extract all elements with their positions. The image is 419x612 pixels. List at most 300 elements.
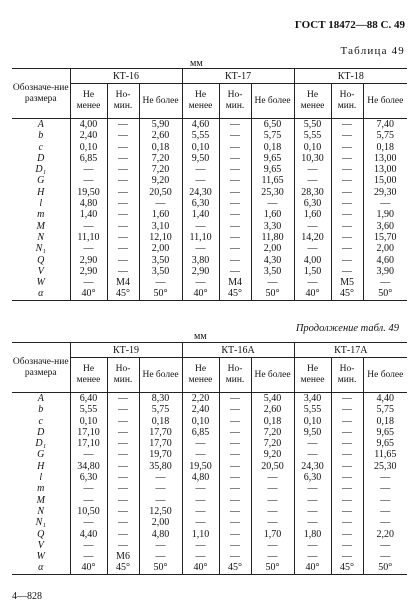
table-row bbox=[12, 404, 407, 415]
table-cell: — bbox=[331, 438, 363, 449]
table-cell: 9,20 bbox=[139, 175, 182, 186]
table-cell: 6,40 bbox=[70, 393, 107, 405]
table-cell: — bbox=[107, 529, 139, 540]
table1-unit: мм bbox=[190, 58, 203, 69]
table-cell: — bbox=[331, 517, 363, 528]
table-cell: — bbox=[331, 416, 363, 427]
table-cell: — bbox=[331, 187, 363, 198]
dimension-symbol: A bbox=[12, 119, 70, 131]
table-cell: — bbox=[139, 277, 182, 288]
param-header: Обозначе-ние размера bbox=[12, 343, 70, 393]
table-cell: — bbox=[70, 551, 107, 562]
table-cell: 1,70 bbox=[251, 529, 294, 540]
table-row bbox=[12, 529, 407, 540]
table-cell: 17,10 bbox=[70, 427, 107, 438]
table-cell: — bbox=[107, 266, 139, 277]
table-cell: 5,75 bbox=[376, 130, 395, 142]
table-cell: 5,75 bbox=[139, 404, 182, 415]
table-cell: — bbox=[219, 506, 251, 517]
table-cell: — bbox=[182, 483, 219, 494]
table-row bbox=[12, 175, 407, 186]
table-cell: — bbox=[182, 449, 219, 460]
table-row bbox=[12, 461, 407, 472]
table-cell: 19,50 bbox=[70, 187, 107, 198]
table-cell: — bbox=[182, 438, 219, 449]
table-cell: 12,10 bbox=[139, 232, 182, 243]
table-cell: — bbox=[107, 119, 139, 131]
table-cell: — bbox=[380, 277, 391, 289]
table-cell: — bbox=[294, 164, 331, 175]
table-row bbox=[12, 472, 407, 483]
table-cell: 7,20 bbox=[251, 438, 294, 449]
table-cell: — bbox=[182, 221, 219, 232]
subheader-min: Не менее bbox=[182, 84, 219, 119]
table-cell: 1,50 bbox=[294, 266, 331, 277]
table-cell: — bbox=[380, 505, 391, 517]
group-header: КТ-16 bbox=[70, 69, 182, 84]
table-cell: — bbox=[380, 494, 391, 506]
table-cell: 2,90 bbox=[182, 266, 219, 277]
subheader-max: Не более bbox=[139, 84, 182, 119]
table-cell: 6,30 bbox=[294, 472, 331, 483]
table-row bbox=[12, 142, 407, 153]
table-cell: — bbox=[331, 495, 363, 506]
table-cell: — bbox=[70, 277, 107, 288]
dimension-symbol: N bbox=[12, 232, 70, 243]
table1-body bbox=[12, 119, 407, 301]
table-cell: 29,30 bbox=[374, 186, 397, 198]
table-cell: 4,80 bbox=[139, 529, 182, 540]
table-cell: 9,65 bbox=[251, 153, 294, 164]
table-cell: — bbox=[70, 175, 107, 186]
table-cell: — bbox=[107, 438, 139, 449]
table-cell: 0,10 bbox=[294, 416, 331, 427]
table-cell: — bbox=[380, 483, 391, 495]
table-cell: 45° bbox=[219, 562, 251, 574]
table-label: Таблица 49 bbox=[340, 45, 405, 57]
group-header: КТ-17 bbox=[182, 69, 294, 84]
table-cell: — bbox=[380, 539, 391, 551]
table-cell: — bbox=[107, 221, 139, 232]
table-cell: — bbox=[294, 517, 331, 528]
table-cell: 9,50 bbox=[294, 427, 331, 438]
dimension-symbol: c bbox=[12, 142, 70, 153]
table-cell: — bbox=[107, 461, 139, 472]
continuation-label: Продолжение табл. 49 bbox=[295, 323, 399, 334]
table-cell: 15,70 bbox=[374, 231, 397, 243]
group-header: КТ-18 bbox=[294, 69, 407, 84]
table-cell: — bbox=[294, 495, 331, 506]
table-cell: — bbox=[107, 255, 139, 266]
table-cell: — bbox=[331, 404, 363, 415]
table-cell: 3,50 bbox=[139, 266, 182, 277]
table-cell: 11,65 bbox=[251, 175, 294, 186]
table-row bbox=[12, 266, 407, 277]
table-cell: — bbox=[251, 517, 294, 528]
table-cell: 1,90 bbox=[376, 209, 395, 221]
table-cell: 4,40 bbox=[376, 393, 395, 404]
table-row bbox=[12, 540, 407, 551]
table-cell: 40° bbox=[182, 562, 219, 574]
table-cell: — bbox=[107, 472, 139, 483]
table-row bbox=[12, 153, 407, 164]
table-cell: — bbox=[219, 119, 251, 131]
table-cell: — bbox=[331, 461, 363, 472]
table-row bbox=[12, 255, 407, 266]
dimension-symbol: α bbox=[12, 562, 70, 574]
table-cell: — bbox=[219, 529, 251, 540]
dimension-symbol: G bbox=[12, 175, 70, 186]
table-cell: 1,60 bbox=[294, 209, 331, 220]
table-cell: 2,20 bbox=[376, 528, 395, 540]
table-cell: 12,50 bbox=[139, 506, 182, 517]
table-cell: 7,20 bbox=[139, 153, 182, 164]
table-cell: — bbox=[182, 277, 219, 288]
table-row bbox=[12, 198, 407, 209]
table-cell: 2,40 bbox=[70, 130, 107, 141]
table-cell: — bbox=[182, 551, 219, 562]
table-cell: 10,30 bbox=[294, 153, 331, 164]
table-cell: 2,00 bbox=[251, 243, 294, 254]
table-cell: — bbox=[139, 551, 182, 562]
table-cell: — bbox=[219, 449, 251, 460]
table-cell: — bbox=[219, 393, 251, 405]
subheader-max: Не более bbox=[363, 358, 407, 393]
table-cell: 40° bbox=[294, 288, 331, 300]
dimension-symbol: D bbox=[12, 153, 70, 164]
table-cell: — bbox=[331, 540, 363, 551]
table-cell: 1,80 bbox=[294, 529, 331, 540]
table-cell: — bbox=[331, 142, 363, 153]
table2-body bbox=[12, 393, 407, 575]
table-cell: 5,40 bbox=[251, 393, 294, 405]
dimension-symbol: H bbox=[12, 187, 70, 198]
table-cell: — bbox=[219, 483, 251, 494]
dimension-symbol: b bbox=[12, 404, 70, 415]
table-cell: 9,65 bbox=[376, 426, 395, 438]
table-row bbox=[12, 517, 407, 528]
table-cell: 2,90 bbox=[70, 255, 107, 266]
table-cell: — bbox=[107, 198, 139, 209]
table-cell: 5,55 bbox=[182, 130, 219, 141]
table-cell: — bbox=[380, 551, 391, 563]
subheader-nom: Но-мин. bbox=[331, 84, 363, 119]
table-cell: — bbox=[331, 551, 363, 562]
dimension-symbol: l bbox=[12, 198, 70, 209]
table-cell: 5,55 bbox=[294, 130, 331, 141]
table-cell: 19,50 bbox=[182, 461, 219, 472]
table-cell: 5,55 bbox=[70, 404, 107, 415]
table-cell: — bbox=[294, 483, 331, 494]
dimension-symbol: α bbox=[12, 288, 70, 300]
table-cell: — bbox=[331, 209, 363, 220]
table-cell: — bbox=[294, 551, 331, 562]
table-row bbox=[12, 232, 407, 243]
table-cell: — bbox=[107, 404, 139, 415]
group-header: КТ-17А bbox=[294, 343, 407, 358]
table-cell: — bbox=[107, 187, 139, 198]
table-cell: 4,60 bbox=[182, 119, 219, 131]
subheader-min: Не менее bbox=[294, 84, 331, 119]
table-49 bbox=[12, 68, 407, 301]
table-cell: 3,30 bbox=[251, 221, 294, 232]
dimension-symbol: N bbox=[12, 506, 70, 517]
table-cell: — bbox=[139, 495, 182, 506]
table-cell: 50° bbox=[251, 288, 294, 300]
table-cell: 35,80 bbox=[139, 461, 182, 472]
table-row bbox=[12, 427, 407, 438]
table-cell: 1,60 bbox=[139, 209, 182, 220]
table-cell: — bbox=[219, 187, 251, 198]
table-cell: 13,00 bbox=[374, 152, 397, 164]
table-cell: M5 bbox=[331, 277, 363, 288]
table-cell: — bbox=[294, 449, 331, 460]
subheader-nom: Но-мин. bbox=[331, 358, 363, 393]
dimension-symbol: m bbox=[12, 209, 70, 220]
table-cell: — bbox=[294, 243, 331, 254]
table-cell: 14,20 bbox=[294, 232, 331, 243]
dimension-symbol: V bbox=[12, 266, 70, 277]
subheader-min: Не менее bbox=[294, 358, 331, 393]
subheader-max: Не более bbox=[139, 358, 182, 393]
table-row bbox=[12, 506, 407, 517]
table-cell: — bbox=[380, 472, 391, 484]
table-cell: 11,10 bbox=[182, 232, 219, 243]
table-row bbox=[12, 164, 407, 175]
table-cell: 5,50 bbox=[294, 119, 331, 131]
document-title: ГОСТ 18472—88 С. 49 bbox=[294, 19, 405, 31]
table-cell: 0,18 bbox=[139, 416, 182, 427]
table-cell: — bbox=[182, 243, 219, 254]
table-cell: 5,55 bbox=[294, 404, 331, 415]
table-row bbox=[12, 288, 407, 300]
table-row bbox=[12, 243, 407, 254]
table-cell: — bbox=[331, 255, 363, 266]
dimension-symbol: b bbox=[12, 130, 70, 141]
table-cell: 2,60 bbox=[139, 130, 182, 141]
dimension-symbol: W bbox=[12, 277, 70, 288]
table2-unit: мм bbox=[194, 331, 207, 342]
dimension-symbol: Q bbox=[12, 255, 70, 266]
table-cell: 4,00 bbox=[294, 255, 331, 266]
table-cell: 0,18 bbox=[251, 142, 294, 153]
table-cell: 6,50 bbox=[251, 119, 294, 131]
table-cell: — bbox=[70, 221, 107, 232]
table-cell: 10,50 bbox=[70, 506, 107, 517]
table-cell: 3,60 bbox=[376, 220, 395, 232]
table-row bbox=[12, 551, 407, 562]
table-cell: 7,20 bbox=[251, 427, 294, 438]
table-cell: — bbox=[107, 153, 139, 164]
table-cell: 9,50 bbox=[182, 153, 219, 164]
table-cell: — bbox=[70, 495, 107, 506]
dimension-symbol: N₁ bbox=[12, 517, 70, 528]
table-cell: — bbox=[107, 130, 139, 141]
table-cell: — bbox=[107, 416, 139, 427]
table-cell: — bbox=[182, 517, 219, 528]
table-cell: — bbox=[182, 164, 219, 175]
table-cell: 4,30 bbox=[251, 255, 294, 266]
table-cell: 3,90 bbox=[376, 265, 395, 277]
table-cell: — bbox=[70, 540, 107, 551]
table-cell: 2,00 bbox=[139, 517, 182, 528]
table-cell: — bbox=[331, 153, 363, 164]
table-cell: 17,70 bbox=[139, 438, 182, 449]
dimension-symbol: D₁ bbox=[12, 438, 70, 449]
table-cell: 45° bbox=[107, 562, 139, 574]
table-cell: — bbox=[294, 506, 331, 517]
table-row bbox=[12, 187, 407, 198]
table-cell: 4,00 bbox=[70, 119, 107, 131]
table-cell: 40° bbox=[70, 562, 107, 574]
table-cell: — bbox=[139, 472, 182, 483]
param-header: Обозначе-ние размера bbox=[12, 69, 70, 119]
table-cell: — bbox=[219, 427, 251, 438]
table-cell: 4,80 bbox=[182, 472, 219, 483]
table-cell: — bbox=[219, 472, 251, 483]
table-cell: — bbox=[182, 495, 219, 506]
table-cell: — bbox=[331, 232, 363, 243]
table-cell: — bbox=[219, 175, 251, 186]
table-cell: 6,30 bbox=[294, 198, 331, 209]
subheader-nom: Но-мин. bbox=[219, 358, 251, 393]
table-cell: 8,30 bbox=[139, 393, 182, 405]
table-49-continued bbox=[12, 342, 407, 575]
table-cell: 24,30 bbox=[182, 187, 219, 198]
table-cell: — bbox=[331, 529, 363, 540]
subheader-nom: Но-мин. bbox=[219, 84, 251, 119]
dimension-symbol: M bbox=[12, 221, 70, 232]
table-cell: — bbox=[107, 449, 139, 460]
table-cell: 50° bbox=[363, 562, 407, 574]
subheader-nom: Но-мин. bbox=[107, 84, 139, 119]
table-cell: 34,80 bbox=[70, 461, 107, 472]
table-cell: 3,80 bbox=[182, 255, 219, 266]
table-cell: — bbox=[331, 483, 363, 494]
table-cell: 40° bbox=[294, 562, 331, 574]
table-cell: 6,30 bbox=[182, 198, 219, 209]
table-row bbox=[12, 416, 407, 427]
table-cell: 13,00 bbox=[374, 164, 397, 176]
subheader-max: Не более bbox=[251, 84, 294, 119]
table-cell: 3,50 bbox=[251, 266, 294, 277]
table-cell: 5,75 bbox=[251, 130, 294, 141]
table-cell: — bbox=[251, 472, 294, 483]
table-cell: 11,10 bbox=[70, 232, 107, 243]
subheader-min: Не менее bbox=[70, 358, 107, 393]
table-cell: — bbox=[219, 404, 251, 415]
table-row bbox=[12, 393, 407, 405]
dimension-symbol: N₁ bbox=[12, 243, 70, 254]
table-row bbox=[12, 209, 407, 220]
table-cell: 5,75 bbox=[376, 404, 395, 416]
table-cell: 5,90 bbox=[139, 119, 182, 131]
table-cell: 50° bbox=[251, 562, 294, 574]
table-cell: — bbox=[251, 483, 294, 494]
table-cell: — bbox=[331, 449, 363, 460]
table-cell: — bbox=[107, 495, 139, 506]
table-row bbox=[12, 483, 407, 494]
table-cell: 1,10 bbox=[182, 529, 219, 540]
table-cell: — bbox=[294, 438, 331, 449]
dimension-symbol: M bbox=[12, 495, 70, 506]
table-cell: 2,00 bbox=[139, 243, 182, 254]
table-cell: 50° bbox=[139, 288, 182, 300]
table-cell: — bbox=[331, 119, 363, 131]
table-cell: 50° bbox=[363, 288, 407, 300]
table-cell: — bbox=[219, 130, 251, 141]
table-cell: — bbox=[294, 540, 331, 551]
table-cell: 2,40 bbox=[182, 404, 219, 415]
table-cell: — bbox=[331, 243, 363, 254]
table-cell: — bbox=[107, 243, 139, 254]
table-cell: — bbox=[331, 427, 363, 438]
table-cell: — bbox=[182, 540, 219, 551]
table-cell: — bbox=[219, 416, 251, 427]
table-cell: — bbox=[107, 175, 139, 186]
table-cell: M4 bbox=[219, 277, 251, 288]
table-cell: — bbox=[331, 175, 363, 186]
table-cell: — bbox=[219, 198, 251, 209]
table-cell: — bbox=[294, 221, 331, 232]
table-cell: 19,70 bbox=[139, 449, 182, 460]
table-cell: — bbox=[251, 198, 294, 209]
table-cell: — bbox=[107, 393, 139, 405]
table-cell: 6,30 bbox=[70, 472, 107, 483]
table-cell: 0,10 bbox=[70, 142, 107, 153]
table-cell: 3,50 bbox=[139, 255, 182, 266]
table-cell: 11,80 bbox=[251, 232, 294, 243]
table-cell: — bbox=[331, 393, 363, 405]
table-cell: 0,10 bbox=[182, 416, 219, 427]
table-cell: — bbox=[139, 483, 182, 494]
table-cell: 40° bbox=[182, 288, 219, 300]
table-cell: — bbox=[219, 461, 251, 472]
table-cell: 9,65 bbox=[376, 438, 395, 450]
table-cell: 24,30 bbox=[294, 461, 331, 472]
group-header: КТ-16А bbox=[182, 343, 294, 358]
table-cell: — bbox=[219, 255, 251, 266]
table-cell: 6,85 bbox=[182, 427, 219, 438]
table-cell: — bbox=[219, 232, 251, 243]
table-cell: 7,20 bbox=[139, 164, 182, 175]
table-cell: — bbox=[182, 506, 219, 517]
table-cell: 0,10 bbox=[294, 142, 331, 153]
subheader-max: Не более bbox=[251, 358, 294, 393]
dimension-symbol: D₁ bbox=[12, 164, 70, 175]
table-cell: 45° bbox=[219, 288, 251, 300]
table-cell: M6 bbox=[107, 551, 139, 562]
table-cell: — bbox=[380, 517, 391, 529]
table-cell: 0,10 bbox=[182, 142, 219, 153]
table-cell: — bbox=[107, 540, 139, 551]
table-cell: — bbox=[70, 243, 107, 254]
table-cell: 4,80 bbox=[70, 198, 107, 209]
table-cell: 7,40 bbox=[376, 119, 395, 130]
dimension-symbol: m bbox=[12, 483, 70, 494]
table-row bbox=[12, 277, 407, 288]
table-row bbox=[12, 562, 407, 574]
table-cell: — bbox=[70, 517, 107, 528]
table-cell: 40° bbox=[70, 288, 107, 300]
table-cell: — bbox=[107, 232, 139, 243]
table-cell: M4 bbox=[107, 277, 139, 288]
table-cell: 0,18 bbox=[139, 142, 182, 153]
table-cell: — bbox=[331, 198, 363, 209]
table-cell: 25,30 bbox=[374, 460, 397, 472]
table-cell: 20,50 bbox=[251, 461, 294, 472]
table-cell: — bbox=[107, 209, 139, 220]
